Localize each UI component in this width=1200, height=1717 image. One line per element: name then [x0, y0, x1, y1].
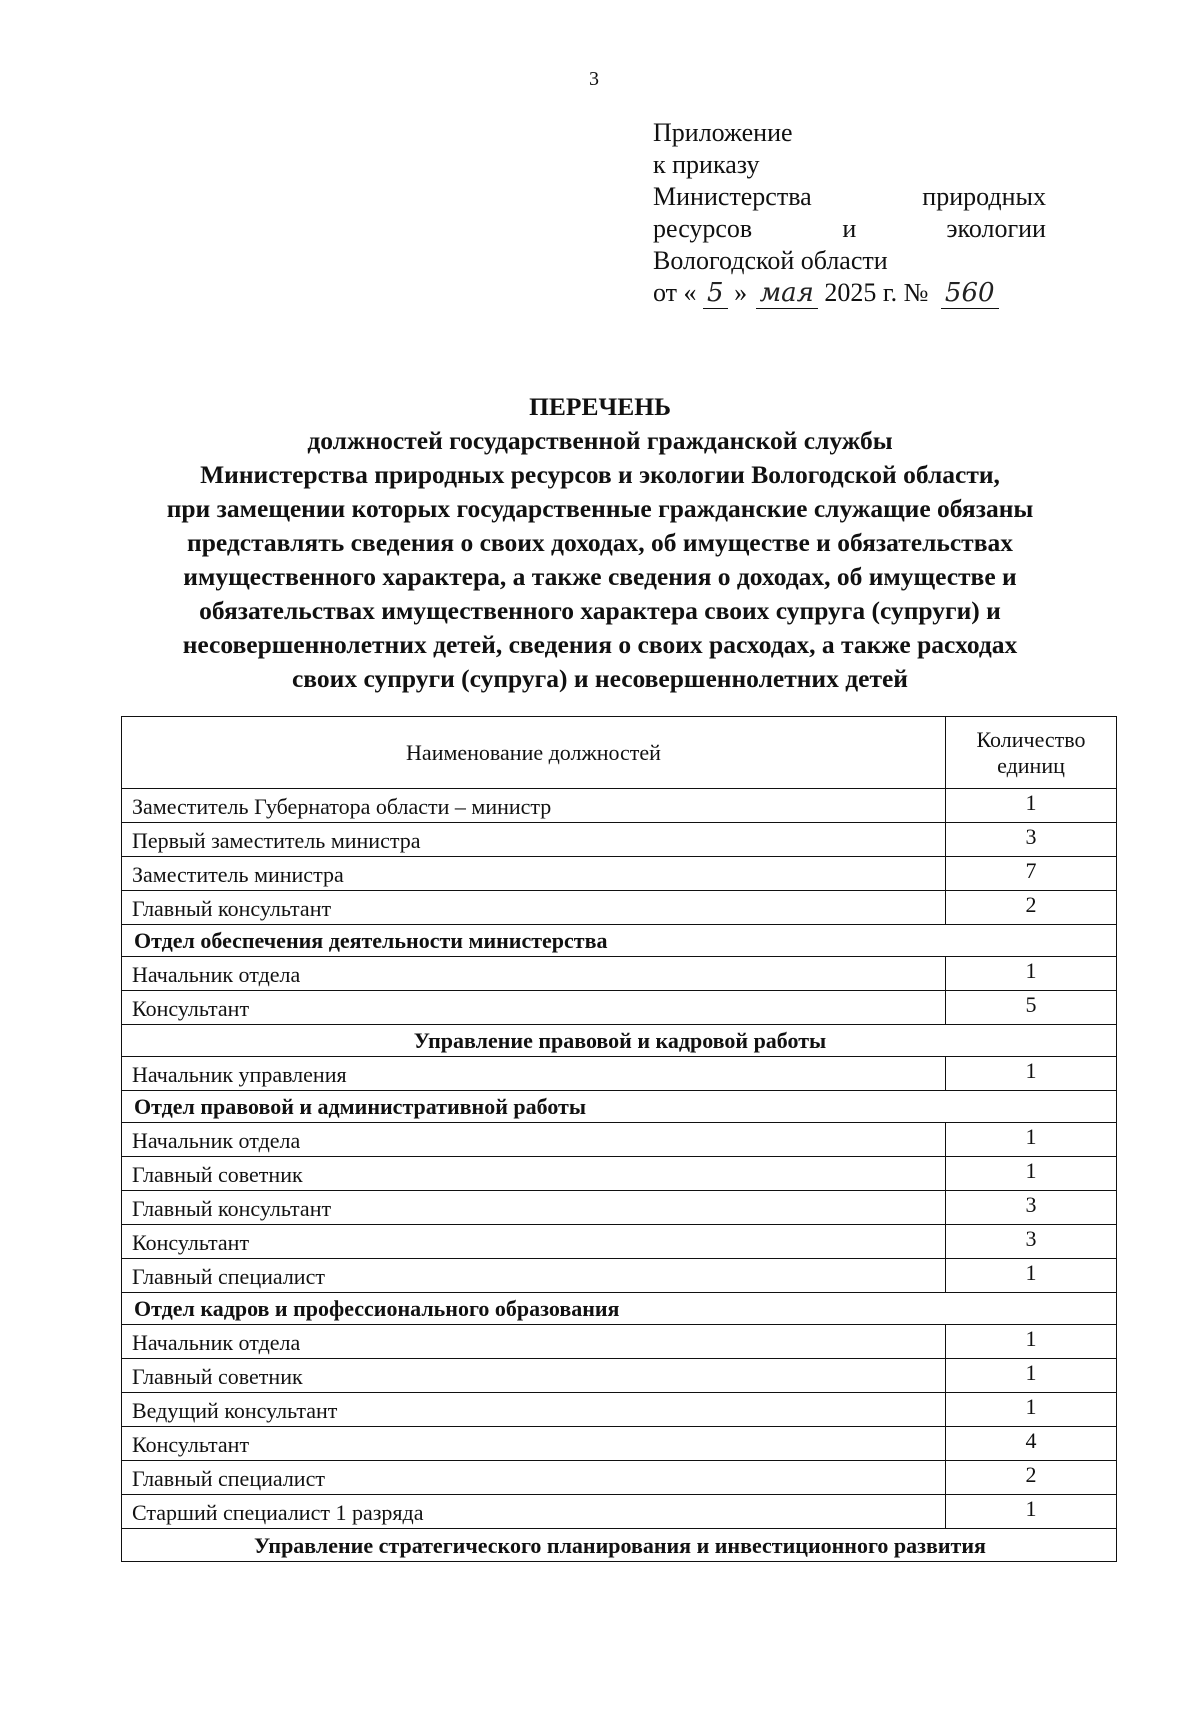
- table-row: [122, 957, 1116, 991]
- title-line: представлять сведения о своих доходах, об имуществе и обязательствах: [187, 528, 1013, 557]
- position-count: 5: [945, 991, 1116, 1024]
- table-section-row: [122, 1025, 1116, 1057]
- position-count: 2: [945, 1461, 1116, 1494]
- table-header-row: [122, 717, 1116, 789]
- position-count: 4: [945, 1427, 1116, 1460]
- table-row: [122, 1325, 1116, 1359]
- position-count: 1: [945, 1259, 1116, 1292]
- position-name: Первый заместитель министра: [132, 828, 421, 853]
- table-section-row: [122, 925, 1116, 957]
- position-count: 1: [945, 1057, 1116, 1090]
- title-line: имущественного характера, а также сведения о доходах, об имуществе и: [183, 562, 1017, 591]
- appendix-line-2: к приказу: [653, 150, 760, 179]
- order-month-handwritten: мая: [756, 278, 818, 309]
- appendix-line-4: [653, 213, 1046, 245]
- position-name: Начальник отдела: [132, 962, 301, 987]
- appendix-line-5: Вологодской области: [653, 246, 888, 275]
- position-count: 1: [945, 1157, 1116, 1190]
- section-title: Управление стратегического планирования и инвестиционного развития: [254, 1533, 986, 1558]
- order-prefix: от «: [653, 278, 697, 307]
- table-row: [122, 1157, 1116, 1191]
- position-count: 7: [945, 857, 1116, 890]
- position-count: 2: [945, 891, 1116, 924]
- title-line: Министерства природных ресурсов и экологии Вологодской области,: [200, 460, 1000, 489]
- appendix-line-3-right: природных: [922, 182, 1046, 211]
- title-line: своих супруги (супруга) и несовершеннолетних детей: [291, 664, 908, 693]
- position-count: 1: [945, 957, 1116, 990]
- table-row: [122, 1123, 1116, 1157]
- position-name: Главный специалист: [132, 1264, 325, 1289]
- section-title: Отдел кадров и профессионального образования: [134, 1296, 620, 1321]
- position-name: Главный консультант: [132, 1196, 332, 1221]
- position-name: Старший специалист 1 разряда: [132, 1500, 424, 1525]
- document-title: [60, 390, 1140, 696]
- position-name: Начальник управления: [132, 1062, 347, 1087]
- table-row: [122, 891, 1116, 925]
- title-line: при замещении которых государственные гражданские служащие обязаны: [166, 494, 1034, 523]
- position-name: Начальник отдела: [132, 1128, 301, 1153]
- position-count: 1: [945, 1359, 1116, 1392]
- table-row: [122, 857, 1116, 891]
- appendix-block: [653, 117, 1046, 309]
- position-name: Ведущий консультант: [132, 1398, 338, 1423]
- title-line: несовершеннолетних детей, сведения о своих расходах, а также расходах: [182, 630, 1018, 659]
- position-count: 1: [945, 789, 1116, 822]
- table-section-row: [122, 1293, 1116, 1325]
- section-title: Управление правовой и кадровой работы: [413, 1028, 827, 1053]
- position-count: 1: [945, 1495, 1116, 1528]
- table-row: [122, 991, 1116, 1025]
- table-section-row: [122, 1091, 1116, 1123]
- header-count-line-1: Количество: [976, 727, 1086, 752]
- position-count: 3: [945, 823, 1116, 856]
- position-name: Консультант: [132, 996, 250, 1021]
- appendix-line-3-left: Министерства: [653, 182, 812, 211]
- table-row: [122, 1427, 1116, 1461]
- header-count-cell: [945, 717, 1116, 788]
- table-row: [122, 1495, 1116, 1529]
- position-name: Главный советник: [132, 1364, 303, 1389]
- page-number: 3: [589, 68, 599, 90]
- title-line: должностей государственной гражданской службы: [307, 426, 893, 455]
- position-count: 1: [945, 1393, 1116, 1426]
- position-count: 1: [945, 1123, 1116, 1156]
- position-name: Консультант: [132, 1432, 250, 1457]
- order-quote-close: »: [734, 278, 748, 307]
- position-name: Главный консультант: [132, 896, 332, 921]
- header-count-line-2: единиц: [997, 753, 1065, 778]
- position-name: Заместитель министра: [132, 862, 344, 887]
- order-year: 2025 г. №: [824, 278, 929, 307]
- table-row: [122, 1461, 1116, 1495]
- position-count: 3: [945, 1191, 1116, 1224]
- position-name: Главный специалист: [132, 1466, 325, 1491]
- appendix-line-4-b: и: [842, 214, 857, 243]
- table-row: [122, 1225, 1116, 1259]
- position-count: 1: [945, 1325, 1116, 1358]
- position-name: Главный советник: [132, 1162, 303, 1187]
- table-section-row: [122, 1529, 1116, 1561]
- table-row: [122, 1393, 1116, 1427]
- appendix-line-4-c: экологии: [946, 214, 1046, 243]
- positions-table: [121, 716, 1117, 1562]
- position-name: Консультант: [132, 1230, 250, 1255]
- position-name: Начальник отдела: [132, 1330, 301, 1355]
- position-count: 3: [945, 1225, 1116, 1258]
- order-reference: [653, 277, 1046, 309]
- appendix-line-4-a: ресурсов: [653, 214, 753, 243]
- order-day-handwritten: 5: [703, 278, 728, 309]
- table-row: [122, 1057, 1116, 1091]
- table-row: [122, 789, 1116, 823]
- title-line: обязательствах имущественного характера своих супруга (супруги) и: [199, 596, 1001, 625]
- header-name-cell: Наименование должностей: [406, 739, 661, 765]
- position-name: Заместитель Губернатора области – министр: [132, 794, 552, 819]
- section-title: Отдел правовой и административной работы: [134, 1094, 587, 1119]
- appendix-line-3: [653, 181, 1046, 213]
- order-number-handwritten: 560: [941, 278, 999, 309]
- table-row: [122, 1191, 1116, 1225]
- table-row: [122, 1259, 1116, 1293]
- header-count-label: [976, 727, 1085, 779]
- appendix-line-1: Приложение: [653, 118, 793, 147]
- section-title: Отдел обеспечения деятельности министерства: [134, 928, 608, 953]
- title-heading: ПЕРЕЧЕНЬ: [529, 392, 671, 421]
- table-row: [122, 1359, 1116, 1393]
- table-row: [122, 823, 1116, 857]
